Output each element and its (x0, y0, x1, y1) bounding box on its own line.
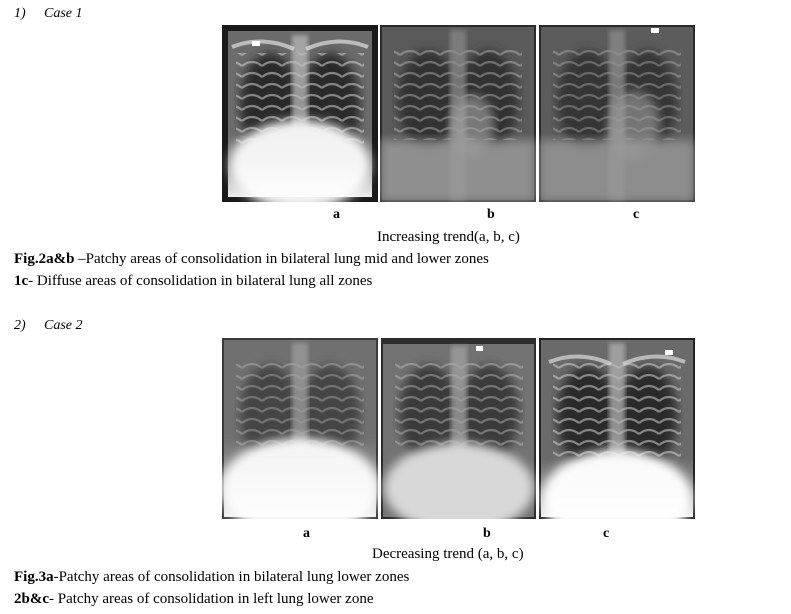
case2-label-a: a (303, 526, 310, 541)
case2-caption-2-text: - Patchy areas of consolidation in left lung lower zone (49, 591, 374, 607)
case2-heading (14, 318, 83, 334)
case1-label-b: b (487, 207, 495, 222)
case1-label-a: a (333, 207, 340, 222)
case2-caption-1-text: -Patchy areas of consolidation in bilateral lung lower zones (53, 569, 410, 585)
case1-caption-1 (14, 251, 489, 268)
case2-xray-b (381, 338, 536, 519)
case2-xray-c (539, 338, 695, 519)
case2-heading-number: 2) (14, 318, 26, 333)
case1-trend: Increasing trend(a, b, c) (377, 229, 520, 245)
case2-trend: Decreasing trend (a, b, c) (372, 546, 524, 562)
case1-label-c: c (633, 207, 640, 222)
case2-xray-a (222, 338, 378, 519)
case1-xray-b (380, 25, 536, 202)
case1-caption-2-text: - Diffuse areas of consolidation in bilateral lung all zones (28, 273, 373, 289)
case2-caption-2-label: 2b&c (14, 591, 49, 607)
case2-label-b: b (483, 526, 491, 541)
case2-caption-1-label: Fig.3a (14, 569, 54, 585)
case1-xray-a (222, 25, 378, 202)
case1-caption-2-label: 1c (14, 273, 29, 289)
case1-heading-number: 1) (14, 6, 26, 21)
case2-label-c: c (603, 526, 610, 541)
case1-caption-1-text: –Patchy areas of consolidation in bilateral lung mid and lower zones (74, 251, 489, 267)
case1-caption-2 (14, 273, 372, 290)
case1-caption-1-label: Fig.2a&b (14, 251, 75, 267)
case1-heading (14, 6, 83, 22)
case2-caption-1 (14, 569, 409, 586)
case1-heading-title: Case 1 (44, 6, 83, 21)
case1-xray-c (539, 25, 695, 202)
case2-heading-title: Case 2 (44, 318, 83, 333)
case2-caption-2 (14, 591, 374, 608)
